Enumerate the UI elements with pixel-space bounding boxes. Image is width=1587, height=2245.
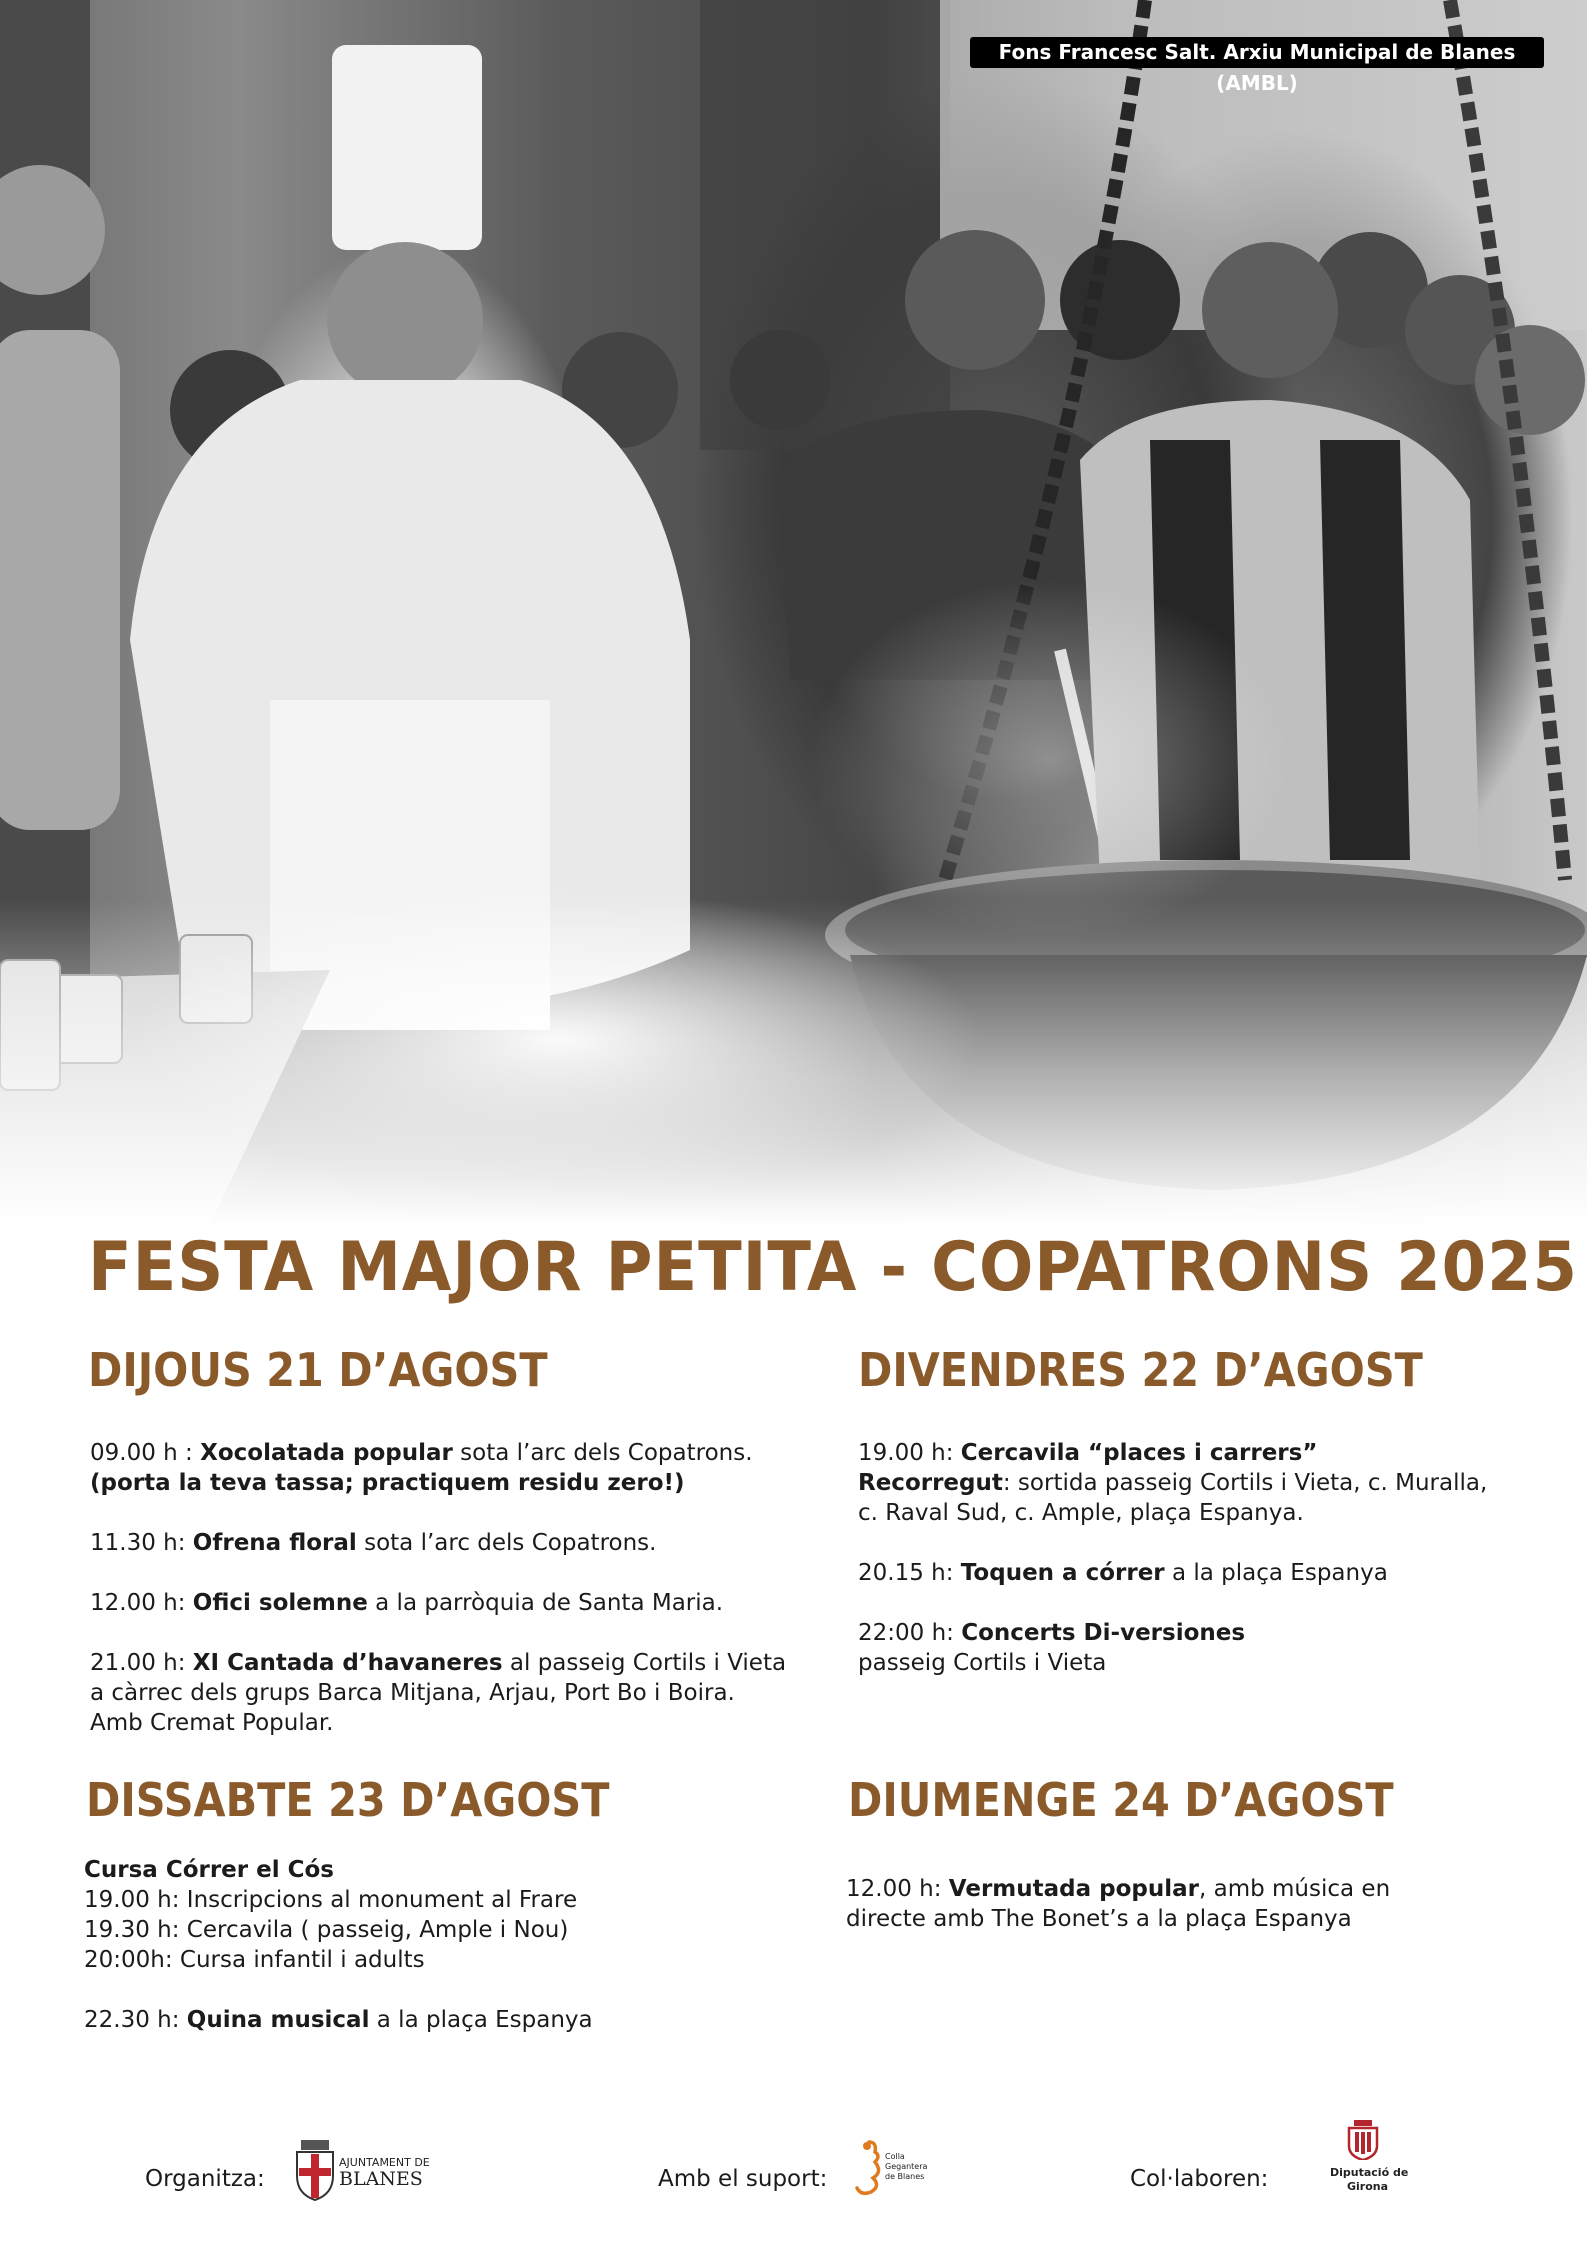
footer-organitza-label: Organitza:	[145, 2166, 265, 2192]
day-body-friday	[858, 1438, 1487, 1708]
day-title-saturday: DISSABTE 23 D’AGOST	[86, 1773, 610, 1827]
event-quina: 22.30 h: Quina musical a la plaça Espanya	[84, 2007, 593, 2033]
event-note: (porta la teva tassa; practiquem residu zero!)	[90, 1470, 685, 1496]
event-concerts: 22:00 h: Concerts Di-versiones passeig Cortils i Vieta	[858, 1620, 1246, 1676]
day-body-saturday	[84, 1855, 593, 2065]
page-title: FESTA MAJOR PETITA - COPATRONS 2025	[88, 1228, 1578, 1307]
event-name: Ofici solemne	[192, 1590, 368, 1616]
colla-gegantera-logo: Colla Gegantera de Blanes	[855, 2138, 935, 2200]
event-cursa: Cursa Córrer el Cós 19.00 h: Inscripcions al monument al Frare 19.30 h: Cercavila ( passeig, Ample i Nou) 20:00h: Cursa infantil i adults	[84, 1857, 578, 1973]
event-name: Concerts Di-versiones	[961, 1620, 1246, 1646]
ajuntament-blanes-logo: AJUNTAMENT DE BLANES	[295, 2140, 435, 2202]
event-ofici: 12.00 h: Ofici solemne a la parròquia de Santa Maria.	[90, 1590, 724, 1616]
route-label: Recorregut	[858, 1470, 1003, 1496]
photo-credit: Fons Francesc Salt. Arxiu Municipal de Blanes (AMBL)	[970, 37, 1544, 68]
event-cercavila: 19.00 h: Cercavila “places i carrers” Recorregut: sortida passeig Cortils i Vieta, c. Muralla, c. Raval Sud, c. Ample, plaça Espanya.	[858, 1440, 1488, 1526]
day-body-thursday	[90, 1438, 786, 1768]
event-name: XI Cantada d’havaneres	[192, 1650, 503, 1676]
event-vermutada: 12.00 h: Vermutada popular, amb música en directe amb The Bonet’s a la plaça Espanya	[846, 1876, 1391, 1932]
footer-suport-label: Amb el suport:	[658, 2166, 828, 2192]
event-toquen: 20.15 h: Toquen a córrer a la plaça Espanya	[858, 1560, 1388, 1586]
day-title-thursday: DIJOUS 21 D’AGOST	[88, 1343, 548, 1397]
event-ofrena: 11.30 h: Ofrena floral sota l’arc dels Copatrons.	[90, 1530, 657, 1556]
blanes-shield-icon	[295, 2140, 335, 2202]
event-name: Cercavila “places i carrers”	[960, 1440, 1318, 1466]
event-name: Xocolatada popular	[200, 1440, 453, 1466]
event-name: Quina musical	[186, 2007, 370, 2033]
giant-figure-icon	[855, 2138, 885, 2198]
day-title-friday: DIVENDRES 22 D’AGOST	[858, 1343, 1423, 1397]
event-havaneres: 21.00 h: XI Cantada d’havaneres al passeig Cortils i Vieta a càrrec dels grups Barca Mitjana, Arjau, Port Bo i Boira. Amb Cremat Popular.	[90, 1650, 787, 1736]
event-name: Ofrena floral	[192, 1530, 357, 1556]
day-title-sunday: DIUMENGE 24 D’AGOST	[848, 1773, 1394, 1827]
race-title: Cursa Córrer el Cós	[84, 1857, 334, 1883]
event-xocolatada: 09.00 h : Xocolatada popular sota l’arc dels Copatrons. (porta la teva tassa; practiquem residu zero!)	[90, 1440, 753, 1496]
day-body-sunday	[846, 1874, 1390, 1964]
diputacio-crest-icon	[1346, 2120, 1380, 2160]
diputacio-girona-logo: Diputació de Girona	[1318, 2120, 1408, 2200]
event-name: Vermutada popular	[948, 1876, 1199, 1902]
event-name: Toquen a córrer	[960, 1560, 1165, 1586]
footer-collaboren-label: Col·laboren:	[1130, 2166, 1269, 2192]
